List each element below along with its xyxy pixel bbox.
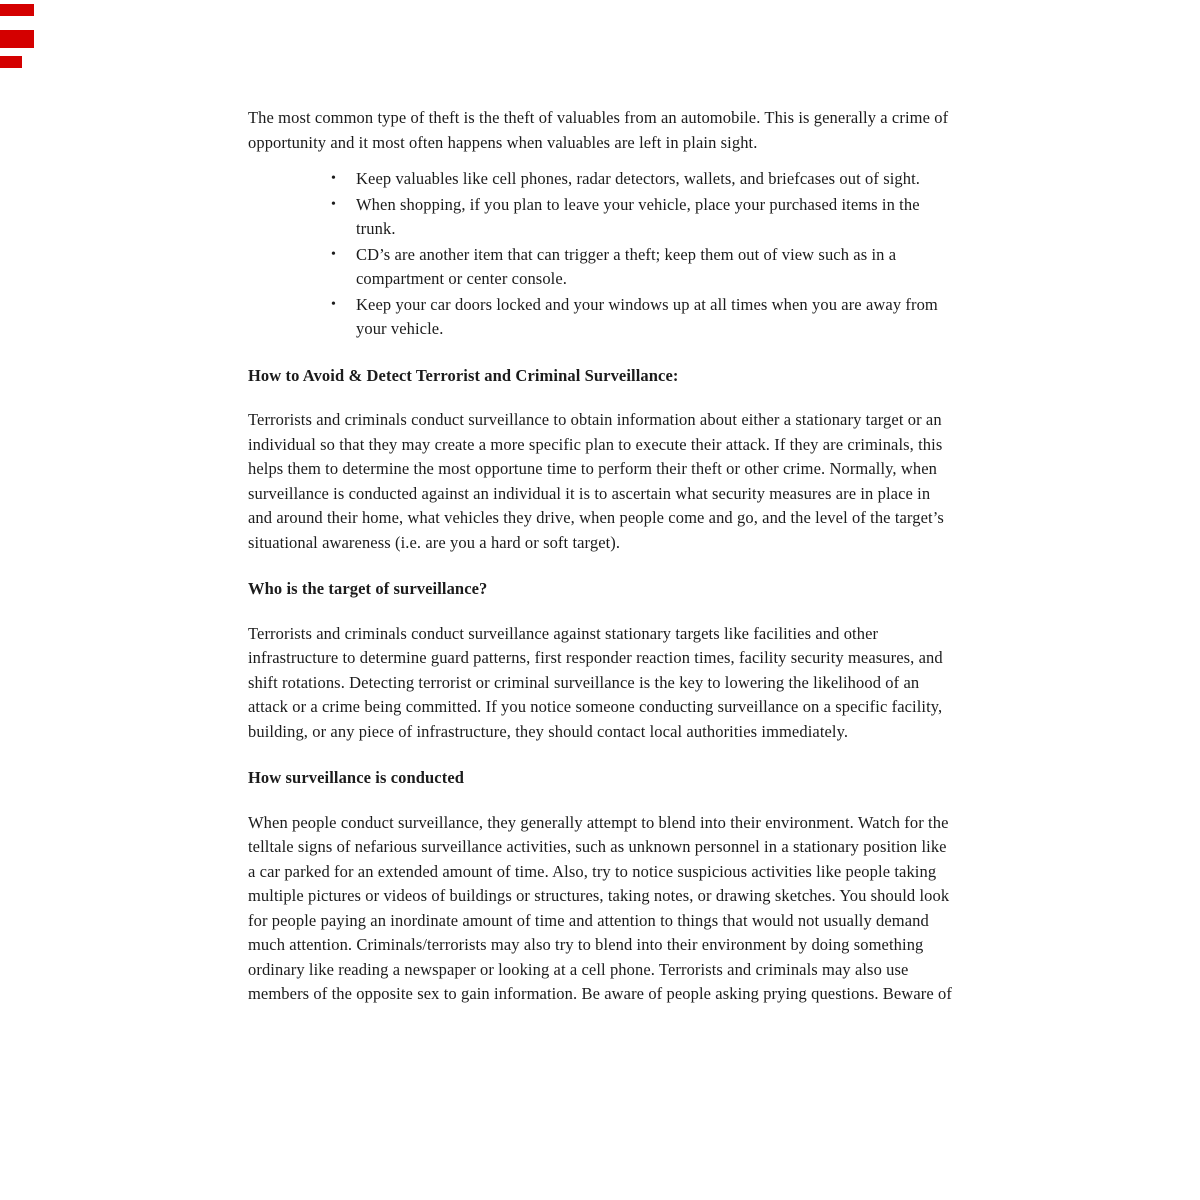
section-avoid-detect-surveillance [248,364,956,556]
section-how-surveillance-conducted [248,766,956,1007]
bullet-item: • Keep your car doors locked and your windows up at all times when you are away from your vehicle. [356,293,956,342]
section-body: Terrorists and criminals conduct surveillance against stationary targets like facilities and other infrastructure to determine guard patterns, first responder reaction times, facility security measures, and shift rotations. Detecting terrorist or criminal surveillance is the key to lowering the likelihood of an attack or a crime being committed. If you notice someone conducting surveillance on a specific facility, building, or any piece of infrastructure, they should contact local authorities immediately. [248,623,943,741]
document-page [248,106,956,1025]
bullet-item: • When shopping, if you plan to leave your vehicle, place your purchased items in the trunk. [356,193,956,242]
section-heading: How surveillance is conducted [248,768,465,787]
section-body: When people conduct surveillance, they generally attempt to blend into their environment. Watch for the telltale signs of nefarious surveillance activities, such as unknown personnel in a stationary position like a car parked for an extended amount of time. Also, try to notice suspicious activities like people taking multiple pictures or videos of buildings or structures, taking notes, or drawing sketches. You should look for people paying an inordinate amount of time and attention to things that would not usually demand much attention. Criminals/terrorists may also try to blend into their environment by doing something ordinary like reading a newspaper or looking at a cell phone. Terrorists and criminals may also use members of the opposite sex to gain information. Be aware of people asking prying questions. Beware of [248,812,952,1003]
bullet-item: • CD’s are another item that can trigger a theft; keep them out of view such as in a compartment or center console. [356,243,956,292]
section-heading: Who is the target of surveillance? [248,579,488,598]
red-scan-mark [0,4,34,16]
section-heading: How to Avoid & Detect Terrorist and Criminal Surveillance: [248,365,679,385]
section-target-of-surveillance [248,577,956,744]
red-scan-mark [0,30,34,48]
intro-paragraph: The most common type of theft is the theft of valuables from an automobile. This is generally a crime of opportunity and it most often happens when valuables are left in plain sight. [248,108,949,152]
bullet-item: • Keep valuables like cell phones, radar detectors, wallets, and briefcases out of sight. [356,167,956,192]
theft-prevention-bullet-list [248,167,956,342]
section-body: Terrorists and criminals conduct surveillance to obtain information about either a stationary target or an individual so that they may create a more specific plan to execute their attack. If they are criminals, this helps them to determine the most opportune time to perform their theft or other crime. Normally, when surveillance is conducted against an individual it is to ascertain what security measures are in place in and around their home, what vehicles they drive, when people come and go, and the level of the target’s situational awareness (i.e. are you a hard or soft target). [248,410,944,552]
red-scan-mark [0,56,22,68]
